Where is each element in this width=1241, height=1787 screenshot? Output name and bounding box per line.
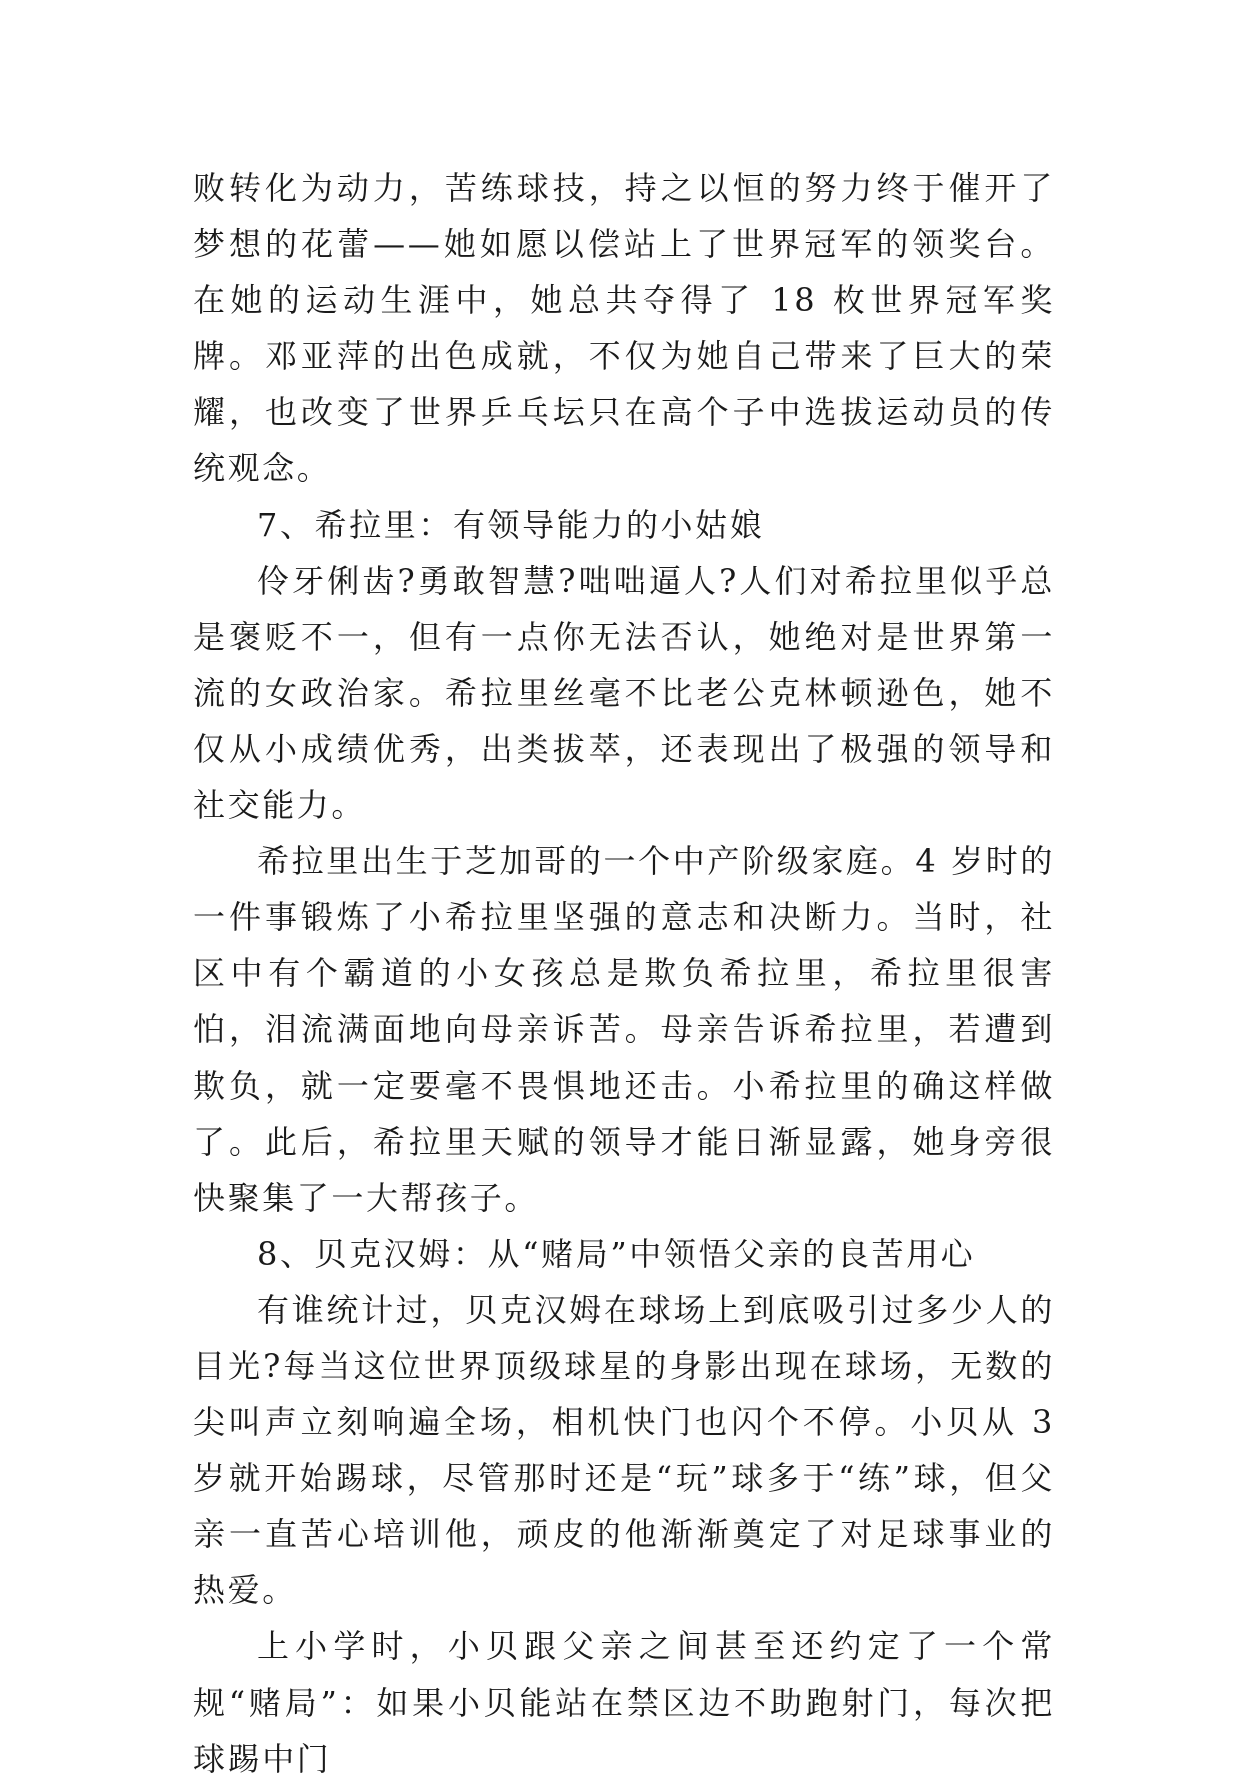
section-heading-hillary: 7、希拉里：有领导能力的小姑娘 [257, 505, 765, 544]
paragraph-beckham-bet: 上小学时，小贝跟父亲之间甚至还约定了一个常规“赌局”：如果小贝能站在禁区边不助跑射门，每次把球踢中门 [193, 1627, 1055, 1778]
document-body [193, 160, 1055, 1787]
section-heading-beckham: 8、贝克汉姆：从“赌局”中领悟父亲的良苦用心 [257, 1234, 976, 1273]
paragraph-hillary-childhood: 希拉里出生于芝加哥的一个中产阶级家庭。4 岁时的一件事锻炼了小希拉里坚强的意志和决断力。当时，社区中有个霸道的小女孩总是欺负希拉里，希拉里很害怕，泪流满面地向母亲诉苦。母亲告诉希拉里，若遭到欺负，就一定要毫不畏惧地还击。小希拉里的确这样做了。此后，希拉里天赋的领导才能日渐显露，她身旁很快聚集了一大帮孩子。 [193, 842, 1055, 1217]
paragraph-hillary-intro: 伶牙俐齿?勇敢智慧?咄咄逼人?人们对希拉里似乎总是褒贬不一，但有一点你无法否认，她绝对是世界第一流的女政治家。希拉里丝毫不比老公克林顿逊色，她不仅从小成绩优秀，出类拔萃，还表现出了极强的领导和社交能力。 [193, 561, 1055, 825]
paragraph-beckham-intro: 有谁统计过，贝克汉姆在球场上到底吸引过多少人的目光?每当这位世界顶级球星的身影出现在球场，无数的尖叫声立刻响遍全场，相机快门也闪个不停。小贝从 3 岁就开始踢球，尽管那时还是“玩”球多于“练”球，但父亲一直苦心培训他，顽皮的他渐渐奠定了对足球事业的热爱。 [193, 1290, 1055, 1610]
paragraph-deng-yaping-continued: 败转化为动力，苦练球技，持之以恒的努力终于催开了梦想的花蕾——她如愿以偿站上了世界冠军的领奖台。在她的运动生涯中，她总共夺得了 18 枚世界冠军奖牌。邓亚萍的出色成就，不仅为她自己带来了巨大的荣耀，也改变了世界乒乓坛只在高个子中选拔运动员的传统观念。 [193, 169, 1055, 488]
